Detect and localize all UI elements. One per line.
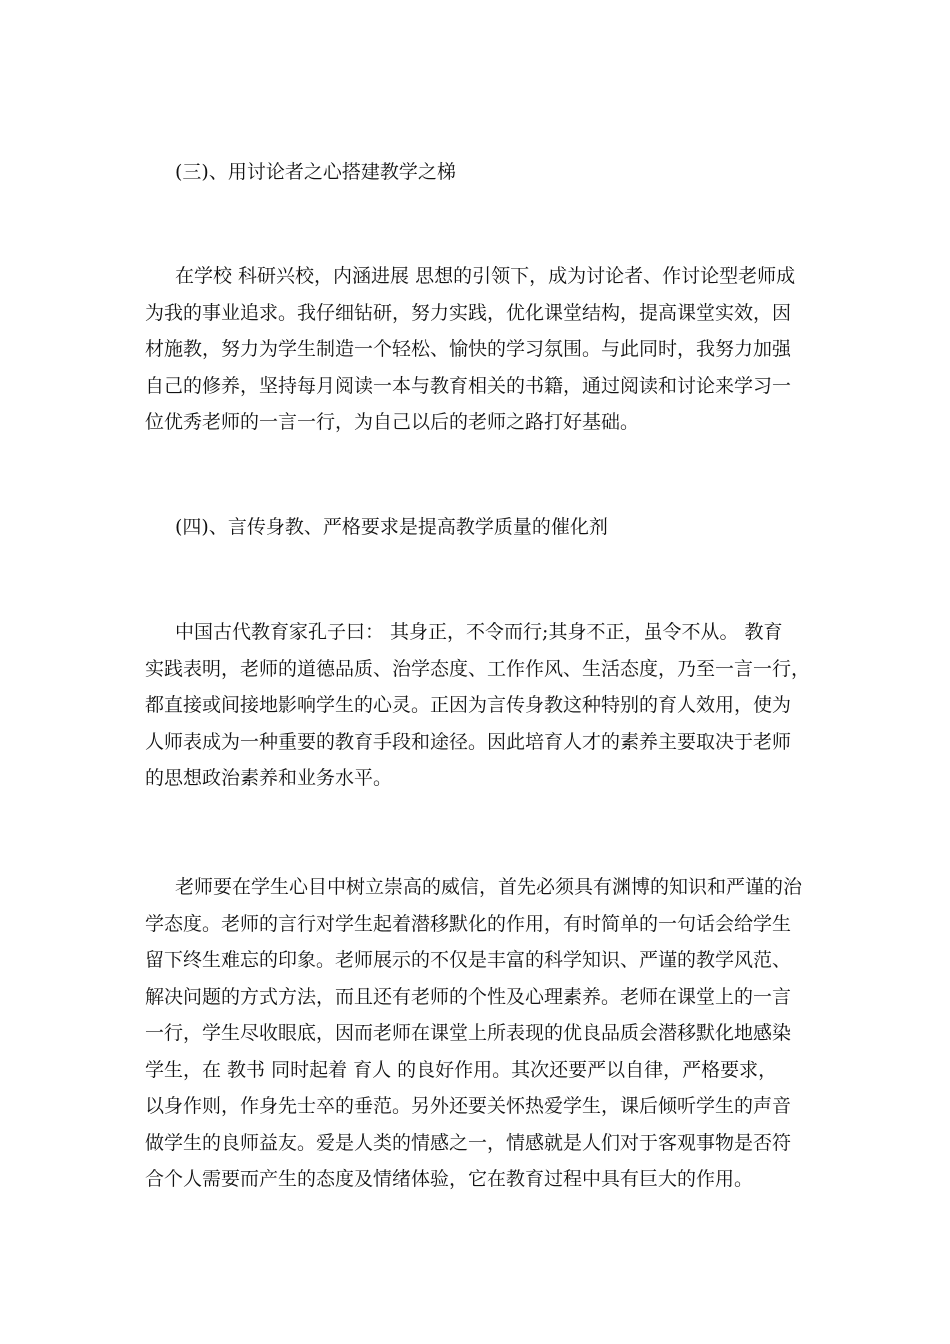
- paragraph-confucius: [145, 614, 811, 797]
- paragraph-line: 留下终生难忘的印象。老师展示的不仅是丰富的科学知识、严谨的教学风范、: [145, 949, 792, 971]
- paragraph-line: 位优秀老师的一言一行，为自己以后的老师之路打好基础。: [145, 411, 640, 433]
- paragraph-line: 中国古代教育家孔子曰： 其身正，不令而行;其身不正，虽令不从。 教育: [175, 621, 783, 643]
- paragraph-line: 为我的事业追求。我仔细钻研，努力实践，优化课堂结构，提高课堂实效，因: [145, 301, 792, 324]
- paragraph-line: 老师要在学生心目中树立崇高的威信，首先必须具有渊博的知识和严谨的治: [175, 876, 803, 898]
- paragraph-line: 自己的修养，坚持每月阅读一本与教育相关的书籍，通过阅读和讨论来学习一: [145, 374, 792, 397]
- paragraph-line: 合个人需要而产生的态度及情绪体验，它在教育过程中具有巨大的作用。: [145, 1168, 754, 1190]
- paragraph-line: 在学校 科研兴校，内涵进展 思想的引领下，成为讨论者、作讨论型老师成: [175, 265, 796, 287]
- paragraph-line: 都直接或间接地影响学生的心灵。正因为言传身教这种特别的育人效用，使为: [145, 694, 792, 716]
- paragraph-line: 一行，学生尽收眼底，因而老师在课堂上所表现的优良品质会潜移默化地感染: [145, 1022, 792, 1044]
- paragraph-research-teacher: [145, 258, 805, 441]
- paragraph-line: 以身作则，作身先士卒的垂范。另外还要关怀热爱学生，课后倾听学生的声音: [145, 1095, 792, 1117]
- paragraph-line: 实践表明，老师的道德品质、治学态度、工作作风、生活态度，乃至一言一行，: [145, 657, 811, 680]
- paragraph-line: 解决问题的方式方法，而且还有老师的个性及心理素养。老师在课堂上的一言: [145, 985, 792, 1008]
- paragraph-line: 的思想政治素养和业务水平。: [145, 767, 393, 789]
- paragraph-line: 做学生的良师益友。爱是人类的情感之一，情感就是人们对于客观事物是否符: [145, 1131, 792, 1154]
- paragraph-line: 学态度。老师的言行对学生起着潜移默化的作用，有时简单的一句话会给学生: [145, 912, 792, 935]
- section-heading-3: (三)、用讨论者之心搭建教学之梯: [175, 161, 456, 183]
- section-heading-4: (四)、言传身教、严格要求是提高教学质量的催化剂: [175, 516, 608, 538]
- paragraph-teacher-prestige: [145, 869, 805, 1198]
- paragraph-line: 人师表成为一种重要的教育手段和途径。因此培育人才的素养主要取决于老师: [145, 730, 792, 753]
- paragraph-line: 学生，在 教书 同时起着 育人 的良好作用。其次还要严以自律，严格要求，: [145, 1058, 778, 1081]
- paragraph-line: 材施教，努力为学生制造一个轻松、愉快的学习氛围。与此同时，我努力加强: [145, 338, 792, 360]
